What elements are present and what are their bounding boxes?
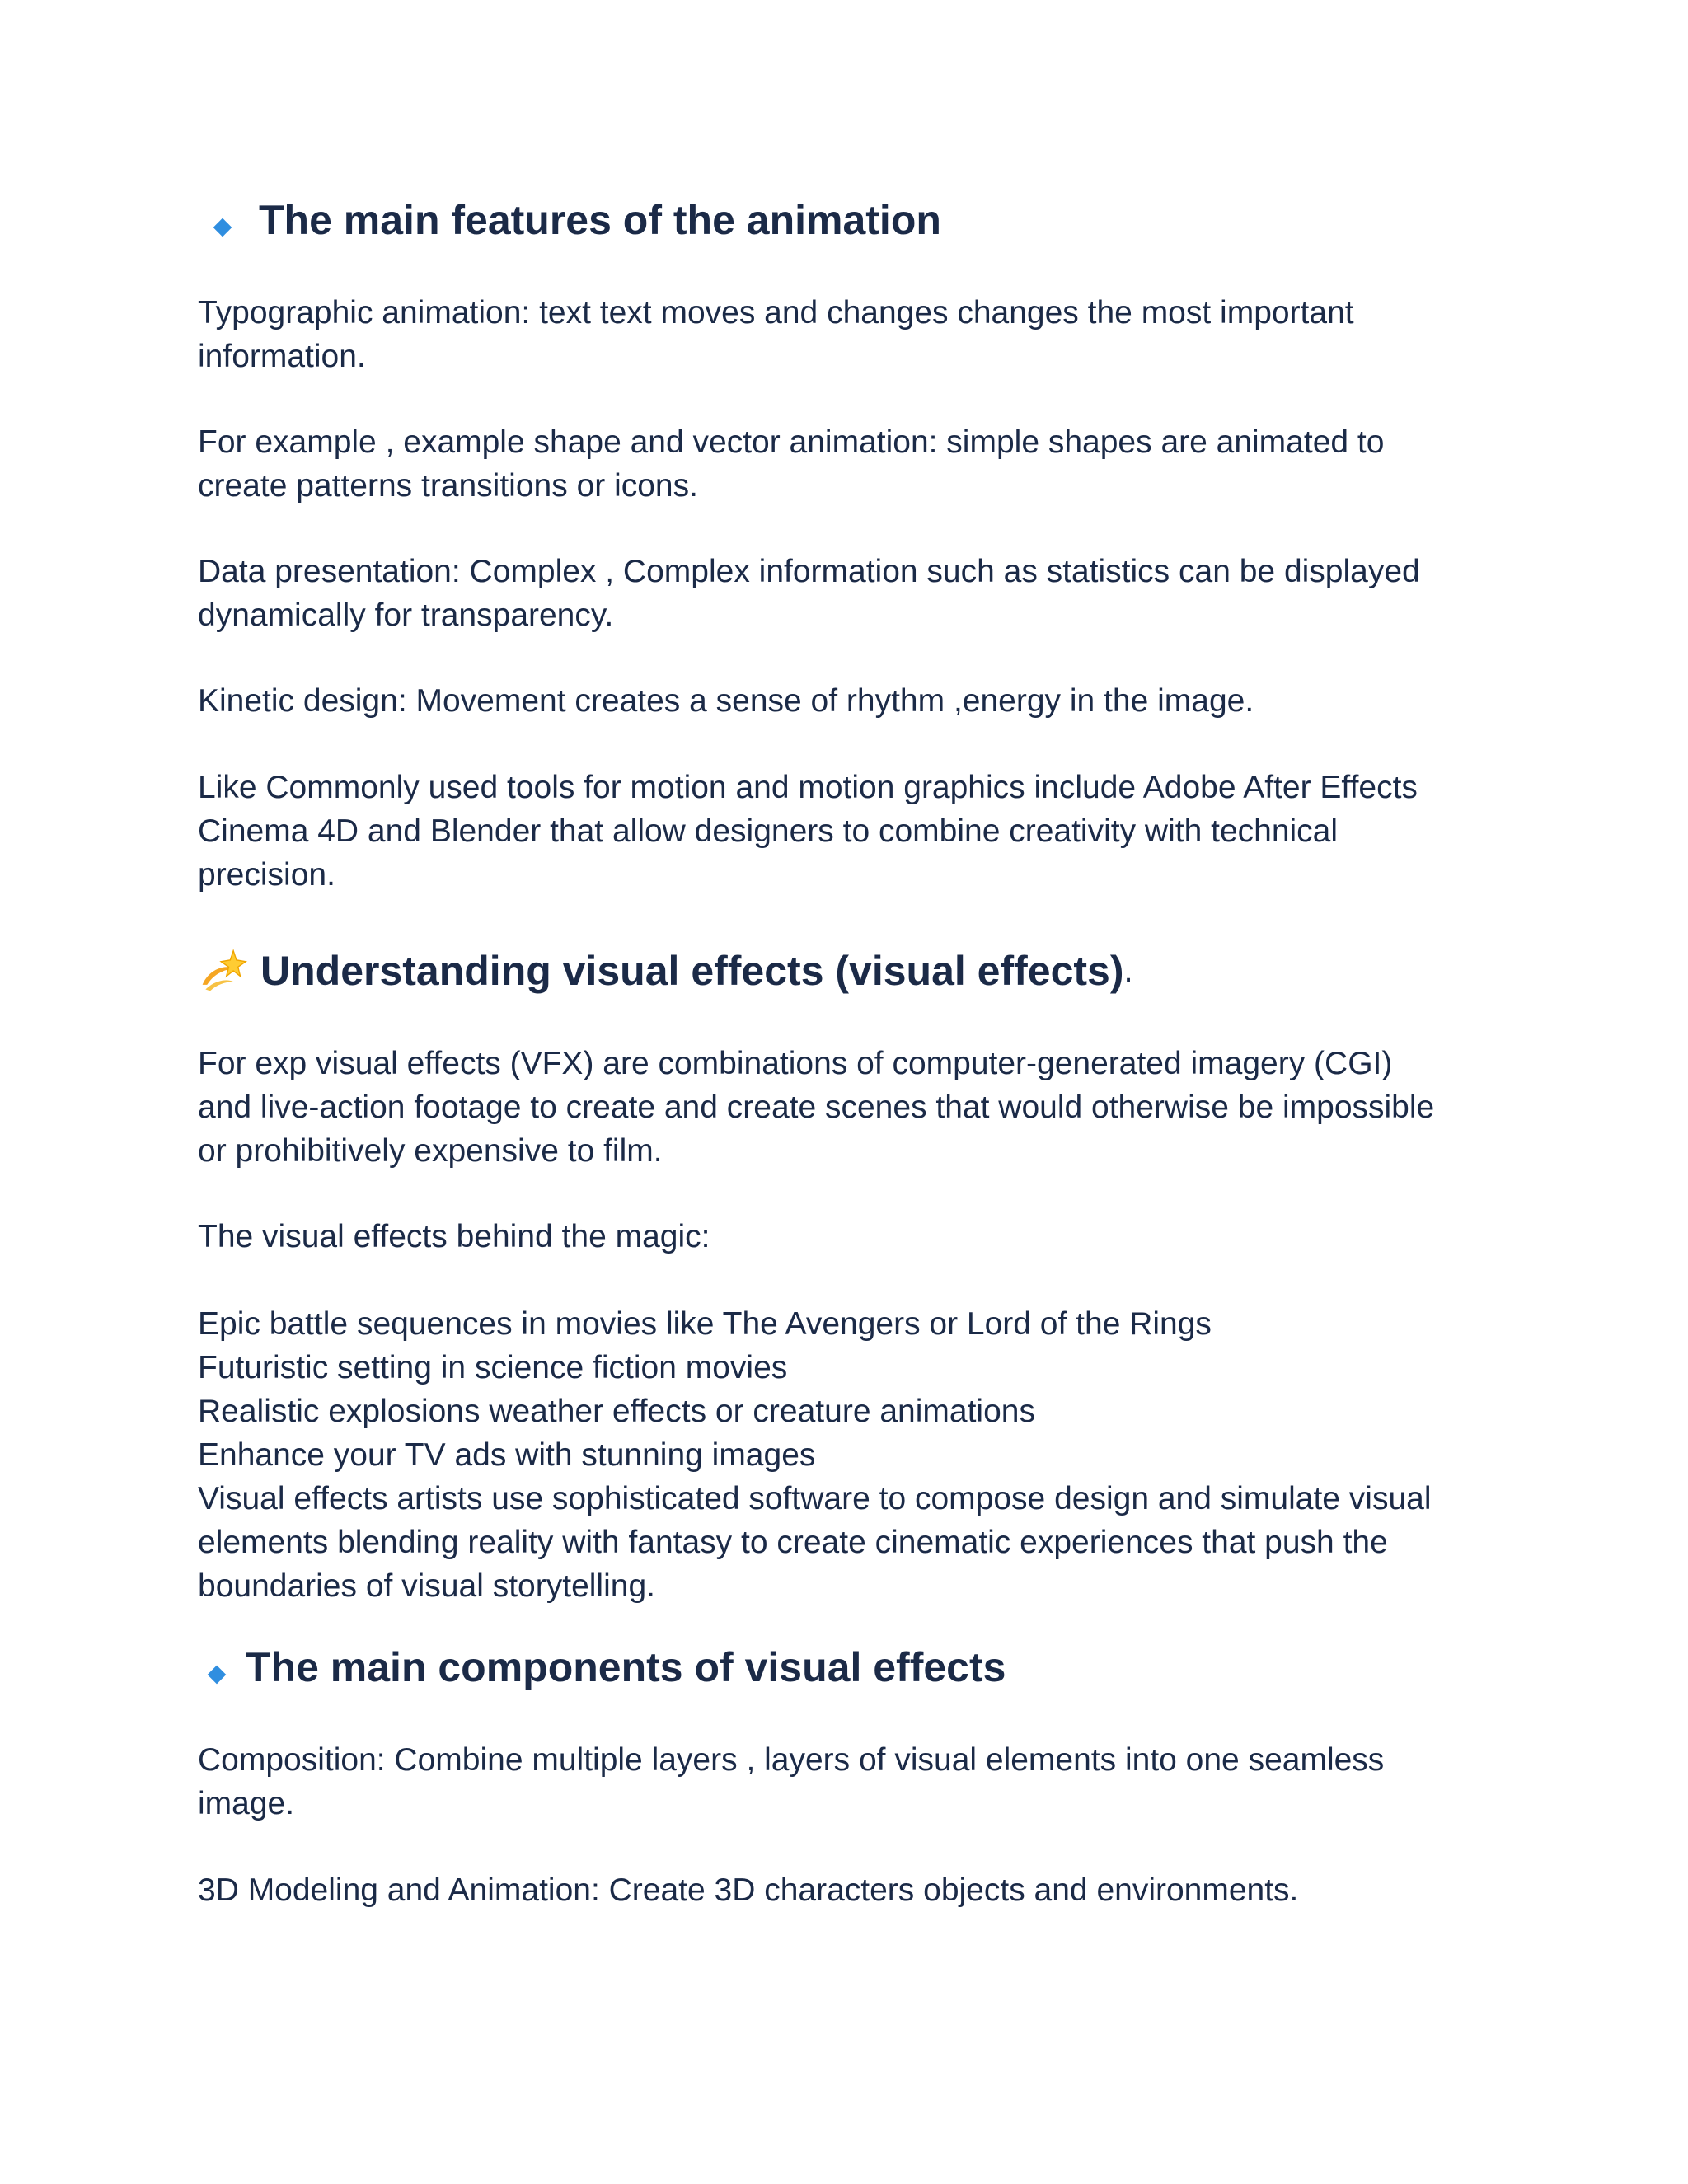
text-line: Epic battle sequences in movies like The Avengers or Lord of the Rings (198, 1306, 1212, 1342)
paragraph-composition (198, 1738, 1517, 1825)
text-line: or prohibitively expensive to film. (198, 1133, 663, 1169)
paragraph-vfx-definition (198, 1042, 1517, 1173)
text-line: Composition: Combine multiple layers , layers of visual elements into one seamless (198, 1742, 1385, 1778)
text-line: Futuristic setting in science fiction movies (198, 1350, 788, 1385)
text-line: The visual effects behind the magic: (198, 1219, 710, 1254)
section-heading-vfx-components (198, 1643, 1006, 1692)
text-line: Data presentation: Complex , Complex information such as statistics can be displayed (198, 554, 1420, 589)
text-line: boundaries of visual storytelling. (198, 1568, 655, 1604)
heading-text: Understanding visual effects (visual effects) (260, 948, 1124, 994)
text-line: For exp visual effects (VFX) are combinations of computer-generated imagery (CGI) (198, 1046, 1393, 1081)
text-line: Kinetic design: Movement creates a sense of rhythm ,energy in the image. (198, 683, 1254, 719)
heading-trailing-punctuation: . (1123, 953, 1133, 989)
heading-text: The main components of visual effects (246, 1644, 1006, 1690)
text-line: Cinema 4D and Blender that allow designers to combine creativity with technical (198, 813, 1339, 849)
paragraph-tools (198, 766, 1517, 897)
text-line: and live-action footage to create and create scenes that would otherwise be impossible (198, 1090, 1435, 1125)
paragraph-vfx-examples (198, 1302, 1517, 1608)
paragraph-shape-vector (198, 420, 1517, 508)
blue-diamond-icon (198, 1643, 236, 1692)
text-line: 3D Modeling and Animation: Create 3D characters objects and environments. (198, 1872, 1299, 1908)
blue-diamond-icon (198, 195, 247, 245)
text-line: elements blending reality with fantasy to create cinematic experiences that push the (198, 1525, 1388, 1560)
text-line: Realistic explosions weather effects or creature animations (198, 1394, 1035, 1429)
dizzy-star-icon (198, 946, 247, 996)
text-line: Typographic animation: text text moves and changes changes the most important (198, 295, 1354, 330)
text-line: image. (198, 1786, 295, 1821)
section-heading-animation-features (198, 195, 941, 245)
text-line: dynamically for transparency. (198, 598, 614, 633)
paragraph-behind-the-magic (198, 1215, 1517, 1258)
heading-text: The main features of the animation (259, 197, 941, 243)
text-line: information. (198, 339, 366, 374)
text-line: precision. (198, 857, 335, 893)
text-line: Enhance your TV ads with stunning images (198, 1437, 816, 1473)
text-line: Visual effects artists use sophisticated software to compose design and simulate visual (198, 1481, 1432, 1516)
section-heading-visual-effects (198, 946, 1133, 996)
paragraph-3d-modeling (198, 1868, 1517, 1912)
text-line: create patterns transitions or icons. (198, 468, 698, 504)
text-line: For example , example shape and vector animation: simple shapes are animated to (198, 424, 1385, 460)
paragraph-kinetic-design (198, 679, 1517, 723)
paragraph-data-presentation (198, 550, 1517, 637)
text-line: Like Commonly used tools for motion and motion graphics include Adobe After Effects (198, 770, 1418, 805)
paragraph-typographic (198, 291, 1517, 378)
